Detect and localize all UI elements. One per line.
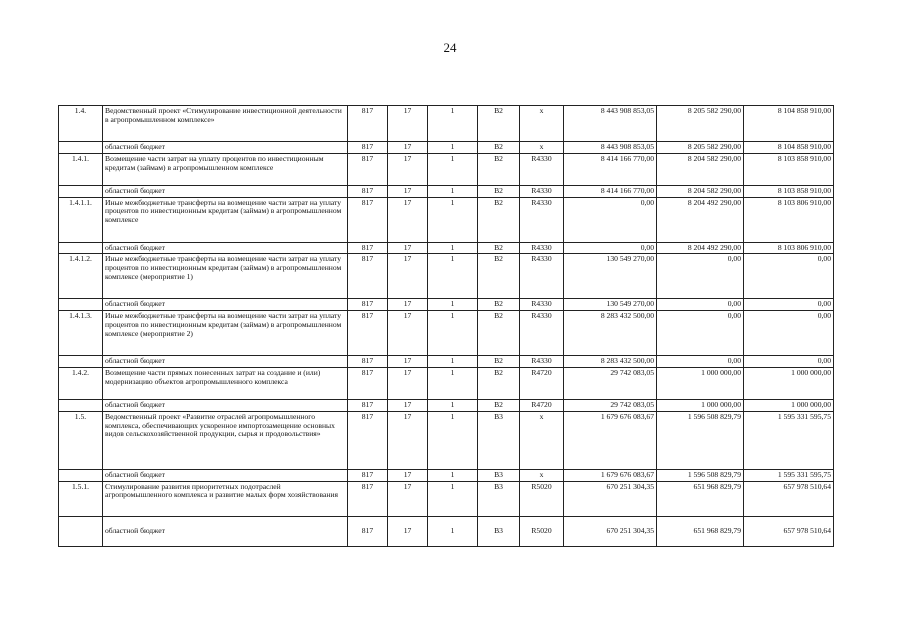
amount-year-1: 1 679 676 083,67 (564, 411, 657, 469)
row-name: Иные межбюджетные трансферты на возмещение части затрат на уплату процентов по инвестиционным кредитам (займам) в агропромышленном комплексе (103, 197, 348, 242)
row-number (59, 142, 103, 154)
table-row (59, 411, 834, 469)
amount-year-3: 657 978 510,64 (744, 481, 834, 516)
code-direction: R5020 (520, 481, 564, 516)
row-number: 1.4.2. (59, 367, 103, 399)
amount-year-1: 130 549 270,00 (564, 254, 657, 299)
code-project: В3 (478, 411, 520, 469)
code-program: 17 (388, 242, 428, 254)
amount-year-1: 8 414 166 770,00 (564, 185, 657, 197)
amount-year-2: 651 968 829,79 (657, 481, 744, 516)
table-row (59, 197, 834, 242)
code-grbs: 817 (348, 516, 388, 546)
code-direction: R4330 (520, 254, 564, 299)
row-number (59, 299, 103, 311)
amount-year-1: 0,00 (564, 242, 657, 254)
code-program: 17 (388, 254, 428, 299)
code-program: 17 (388, 481, 428, 516)
amount-year-1: 8 443 908 853,05 (564, 142, 657, 154)
amount-year-3: 1 000 000,00 (744, 367, 834, 399)
budget-table (58, 105, 834, 547)
amount-year-3: 1 595 331 595,75 (744, 469, 834, 481)
amount-year-2: 0,00 (657, 254, 744, 299)
row-name: областной бюджет (103, 469, 348, 481)
code-program: 17 (388, 153, 428, 185)
row-name: Стимулирование развития приоритетных подотраслей агропромышленного комплекса и развитие малых форм хозяйствования (103, 481, 348, 516)
code-subprogram: 1 (428, 242, 478, 254)
row-name: Ведомственный проект «Развитие отраслей агропромышленного комплекса, обеспечивающих ускоренное импортозамещение основных видов сельскохозяйственной продукции, сырья и продовольствия» (103, 411, 348, 469)
code-project: В3 (478, 516, 520, 546)
code-project: В2 (478, 367, 520, 399)
table-row (59, 367, 834, 399)
code-grbs: 817 (348, 399, 388, 411)
table-row (59, 399, 834, 411)
amount-year-3: 0,00 (744, 254, 834, 299)
amount-year-2: 0,00 (657, 356, 744, 368)
code-grbs: 817 (348, 311, 388, 356)
table-row (59, 356, 834, 368)
amount-year-3: 657 978 510,64 (744, 516, 834, 546)
code-grbs: 817 (348, 356, 388, 368)
code-direction: R4330 (520, 197, 564, 242)
row-number: 1.5. (59, 411, 103, 469)
row-number (59, 185, 103, 197)
amount-year-1: 29 742 083,05 (564, 367, 657, 399)
table-row (59, 242, 834, 254)
amount-year-3: 1 595 331 595,75 (744, 411, 834, 469)
table-row (59, 481, 834, 516)
amount-year-3: 8 103 806 910,00 (744, 197, 834, 242)
code-direction: R4330 (520, 242, 564, 254)
amount-year-3: 1 000 000,00 (744, 399, 834, 411)
code-project: В2 (478, 197, 520, 242)
amount-year-3: 0,00 (744, 311, 834, 356)
amount-year-1: 8 283 432 500,00 (564, 356, 657, 368)
code-grbs: 817 (348, 197, 388, 242)
amount-year-2: 1 596 508 829,79 (657, 411, 744, 469)
row-name: Возмещение части прямых понесенных затрат на создание и (или) модернизацию объектов агропромышленного комплекса (103, 367, 348, 399)
code-program: 17 (388, 197, 428, 242)
code-program: 17 (388, 299, 428, 311)
code-project: В2 (478, 311, 520, 356)
amount-year-3: 8 104 858 910,00 (744, 106, 834, 142)
code-project: В2 (478, 299, 520, 311)
row-number: 1.4.1.3. (59, 311, 103, 356)
code-project: В2 (478, 106, 520, 142)
code-grbs: 817 (348, 106, 388, 142)
row-name: областной бюджет (103, 242, 348, 254)
code-project: В2 (478, 142, 520, 154)
row-name: областной бюджет (103, 399, 348, 411)
amount-year-1: 8 283 432 500,00 (564, 311, 657, 356)
code-grbs: 817 (348, 367, 388, 399)
row-name: Возмещение части затрат на уплату процентов по инвестиционным кредитам (займам) в агропромышленном комплексе (103, 153, 348, 185)
code-subprogram: 1 (428, 299, 478, 311)
amount-year-2: 1 000 000,00 (657, 399, 744, 411)
row-number (59, 469, 103, 481)
table-row (59, 299, 834, 311)
code-grbs: 817 (348, 481, 388, 516)
code-grbs: 817 (348, 469, 388, 481)
code-subprogram: 1 (428, 311, 478, 356)
amount-year-2: 8 204 582 290,00 (657, 153, 744, 185)
amount-year-1: 8 443 908 853,05 (564, 106, 657, 142)
page-number: 24 (443, 40, 457, 55)
row-name: Иные межбюджетные трансферты на возмещение части затрат на уплату процентов по инвестиционным кредитам (займам) в агропромышленном комплексе (мероприятие 2) (103, 311, 348, 356)
row-number: 1.4. (59, 106, 103, 142)
amount-year-1: 670 251 304,35 (564, 516, 657, 546)
table-row (59, 469, 834, 481)
code-grbs: 817 (348, 142, 388, 154)
code-subprogram: 1 (428, 481, 478, 516)
row-number (59, 242, 103, 254)
code-subprogram: 1 (428, 356, 478, 368)
code-project: В2 (478, 242, 520, 254)
amount-year-1: 8 414 166 770,00 (564, 153, 657, 185)
table-row (59, 153, 834, 185)
code-project: В2 (478, 185, 520, 197)
code-program: 17 (388, 469, 428, 481)
amount-year-2: 8 204 492 290,00 (657, 197, 744, 242)
row-name: Ведомственный проект «Стимулирование инвестиционной деятельности в агропромышленном комплексе» (103, 106, 348, 142)
code-direction: R4720 (520, 399, 564, 411)
amount-year-3: 8 103 858 910,00 (744, 185, 834, 197)
amount-year-2: 651 968 829,79 (657, 516, 744, 546)
code-grbs: 817 (348, 254, 388, 299)
amount-year-2: 1 596 508 829,79 (657, 469, 744, 481)
amount-year-3: 8 104 858 910,00 (744, 142, 834, 154)
amount-year-3: 0,00 (744, 356, 834, 368)
row-name: областной бюджет (103, 299, 348, 311)
table-row (59, 106, 834, 142)
row-name: областной бюджет (103, 185, 348, 197)
code-program: 17 (388, 142, 428, 154)
amount-year-2: 8 204 492 290,00 (657, 242, 744, 254)
code-project: В2 (478, 153, 520, 185)
code-direction: x (520, 411, 564, 469)
code-program: 17 (388, 185, 428, 197)
amount-year-1: 29 742 083,05 (564, 399, 657, 411)
code-grbs: 817 (348, 153, 388, 185)
code-program: 17 (388, 411, 428, 469)
code-subprogram: 1 (428, 469, 478, 481)
row-number (59, 516, 103, 546)
amount-year-1: 0,00 (564, 197, 657, 242)
amount-year-2: 8 205 582 290,00 (657, 142, 744, 154)
row-number: 1.4.1.1. (59, 197, 103, 242)
code-direction: R4330 (520, 153, 564, 185)
row-number: 1.4.1. (59, 153, 103, 185)
row-name: областной бюджет (103, 516, 348, 546)
code-direction: R4330 (520, 299, 564, 311)
amount-year-3: 8 103 806 910,00 (744, 242, 834, 254)
amount-year-1: 1 679 676 083,67 (564, 469, 657, 481)
amount-year-2: 8 204 582 290,00 (657, 185, 744, 197)
amount-year-2: 0,00 (657, 311, 744, 356)
row-name: областной бюджет (103, 356, 348, 368)
code-direction: x (520, 469, 564, 481)
table-row (59, 311, 834, 356)
code-program: 17 (388, 367, 428, 399)
row-number (59, 356, 103, 368)
code-subprogram: 1 (428, 399, 478, 411)
code-direction: x (520, 106, 564, 142)
code-subprogram: 1 (428, 153, 478, 185)
amount-year-1: 130 549 270,00 (564, 299, 657, 311)
code-program: 17 (388, 106, 428, 142)
code-direction: R4330 (520, 356, 564, 368)
row-name: областной бюджет (103, 142, 348, 154)
code-program: 17 (388, 311, 428, 356)
table-row (59, 516, 834, 546)
code-grbs: 817 (348, 242, 388, 254)
amount-year-2: 0,00 (657, 299, 744, 311)
table-row (59, 254, 834, 299)
code-subprogram: 1 (428, 142, 478, 154)
code-program: 17 (388, 356, 428, 368)
code-subprogram: 1 (428, 197, 478, 242)
code-direction: x (520, 142, 564, 154)
code-subprogram: 1 (428, 254, 478, 299)
code-direction: R4720 (520, 367, 564, 399)
table-row (59, 142, 834, 154)
row-number: 1.4.1.2. (59, 254, 103, 299)
code-grbs: 817 (348, 411, 388, 469)
amount-year-3: 0,00 (744, 299, 834, 311)
code-project: В3 (478, 481, 520, 516)
code-direction: R4330 (520, 311, 564, 356)
code-subprogram: 1 (428, 106, 478, 142)
code-subprogram: 1 (428, 185, 478, 197)
code-grbs: 817 (348, 185, 388, 197)
code-project: В3 (478, 469, 520, 481)
code-subprogram: 1 (428, 516, 478, 546)
code-grbs: 817 (348, 299, 388, 311)
code-program: 17 (388, 516, 428, 546)
code-project: В2 (478, 356, 520, 368)
code-project: В2 (478, 254, 520, 299)
code-project: В2 (478, 399, 520, 411)
code-direction: R4330 (520, 185, 564, 197)
code-subprogram: 1 (428, 411, 478, 469)
amount-year-3: 8 103 858 910,00 (744, 153, 834, 185)
row-name: Иные межбюджетные трансферты на возмещение части затрат на уплату процентов по инвестиционным кредитам (займам) в агропромышленном комплексе (мероприятие 1) (103, 254, 348, 299)
table-body (59, 106, 834, 547)
row-number (59, 399, 103, 411)
code-direction: R5020 (520, 516, 564, 546)
code-subprogram: 1 (428, 367, 478, 399)
table-row (59, 185, 834, 197)
row-number: 1.5.1. (59, 481, 103, 516)
amount-year-2: 1 000 000,00 (657, 367, 744, 399)
amount-year-1: 670 251 304,35 (564, 481, 657, 516)
code-program: 17 (388, 399, 428, 411)
amount-year-2: 8 205 582 290,00 (657, 106, 744, 142)
